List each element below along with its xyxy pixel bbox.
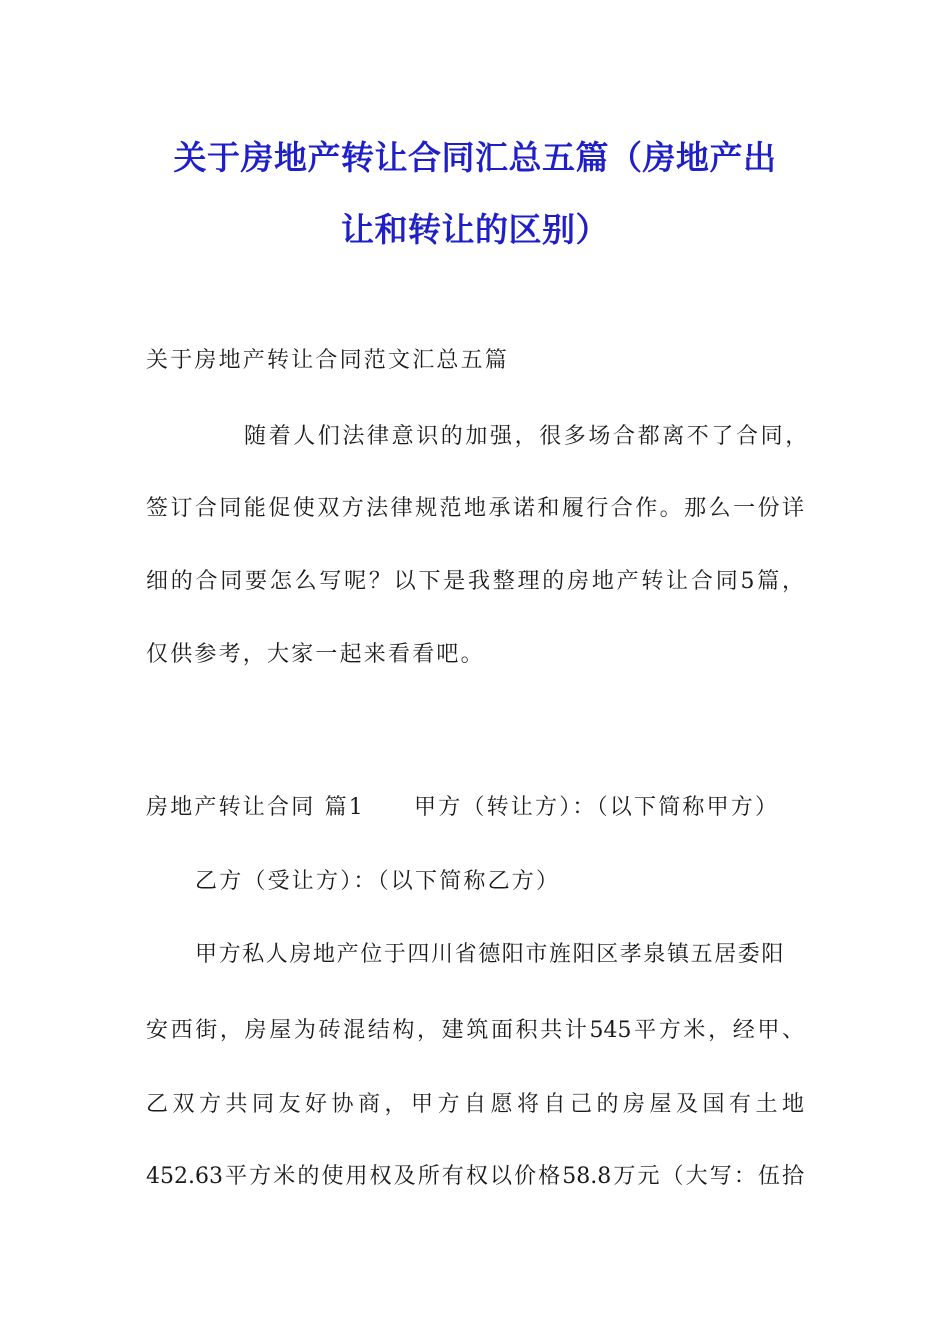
body-line-3: 乙双方共同友好协商，甲方自愿将自己的房屋及国有土地 — [146, 1092, 804, 1117]
intro-line-2: 签订合同能促使双方法律规范地承诺和履行合作。那么一份详 — [146, 496, 804, 521]
subtitle: 关于房地产转让合同范文汇总五篇 — [146, 348, 510, 373]
party-b-label: 乙方（受让方）：（以下简称乙方） — [195, 869, 561, 894]
contract-heading: 房地产转让合同 篇1 — [146, 795, 365, 820]
party-a-label: 甲方（转让方）：（以下简称甲方） — [414, 795, 780, 820]
document-title-line-1: 关于房地产转让合同汇总五篇（房地产出 — [173, 138, 777, 177]
intro-line-4: 仅供参考，大家一起来看看吧。 — [146, 642, 485, 667]
body-line-1: 甲方私人房地产位于四川省德阳市旌阳区孝泉镇五居委阳 — [195, 942, 786, 967]
body-line-2: 安西街，房屋为砖混结构，建筑面积共计545平方米，经甲、 — [146, 1018, 804, 1043]
intro-line-1: 随着人们法律意识的加强，很多场合都离不了合同， — [244, 424, 810, 449]
body-line-4: 452.63平方米的使用权及所有权以价格58.8万元（大写：伍拾 — [146, 1164, 804, 1189]
intro-line-3: 细的合同要怎么写呢？以下是我整理的房地产转让合同5篇， — [146, 569, 804, 594]
document-title-line-2: 让和转让的区别） — [341, 210, 609, 249]
